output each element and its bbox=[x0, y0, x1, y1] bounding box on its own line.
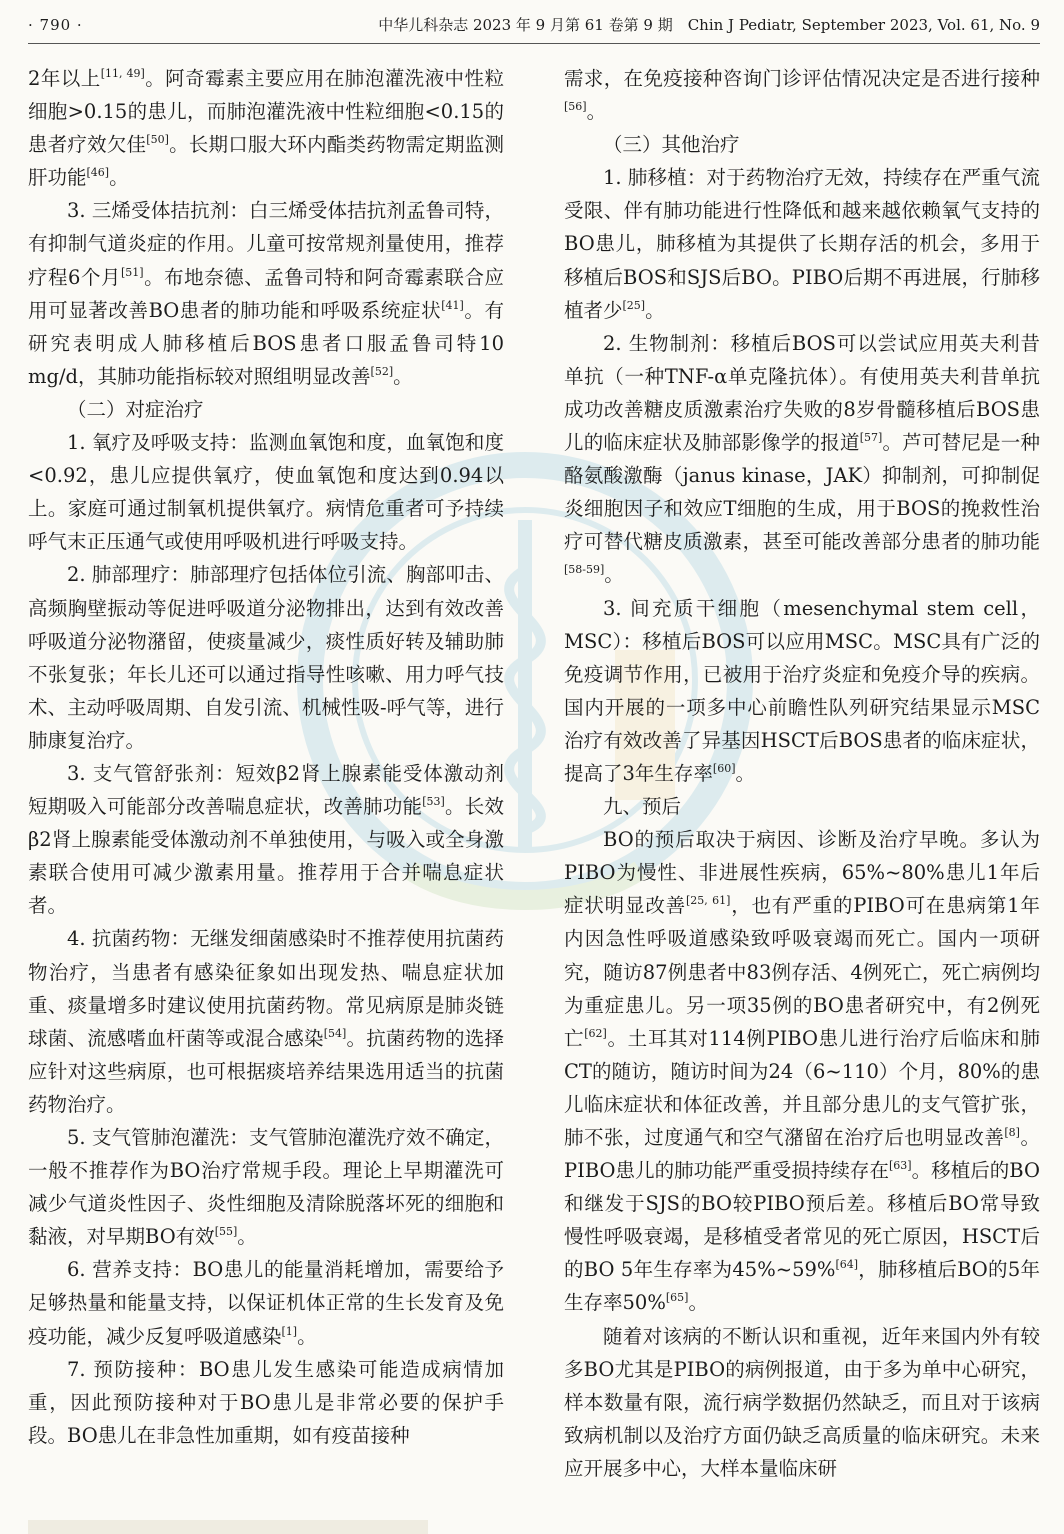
paragraph: 5. 支气管肺泡灌洗：支气管肺泡灌洗疗效不确定，一般不推荐作为BO治疗常规手段。理论上早期灌洗可减少气道炎性因子、炎性细胞及清除脱落坏死的细胞和黏液，对早期BO有效[55]。 bbox=[28, 1126, 504, 1249]
footer-strip bbox=[28, 1520, 428, 1534]
paragraph: 3. 支气管舒张剂：短效β2肾上腺素能受体激动剂短期吸入可能部分改善喘息症状，改善肺功能[53]。长效β2肾上腺素能受体激动剂不单独使用，与吸入或全身激素联合使用可减少激素用量。推荐用于合并喘息症状者。 bbox=[28, 761, 504, 918]
paragraph: 3. 间充质干细胞（mesenchymal stem cell，MSC）：移植后BOS可以应用MSC。MSC具有广泛的免疫调节作用，已被用于治疗炎症和免疫介导的疾病。国内开展的一项多中心前瞻性队列研究结果显示MSC治疗有效改善了异基因HSCT后BOS患者的临床症状，提高了3年生存率[60]。 bbox=[564, 596, 1040, 785]
paragraph: 1. 肺移植：对于药物治疗无效，持续存在严重气流受限、伴有肺功能进行性降低和越来越依赖氧气支持的BO患儿，肺移植为其提供了长期存活的机会，多用于移植后BOS和SJS后BO。PIBO后期不再进展，行肺移植者少[25]。 bbox=[564, 166, 1040, 322]
paragraph: 6. 营养支持：BO患儿的能量消耗增加，需要给予足够热量和能量支持，以保证机体正常的生长发育及免疫功能，减少反复呼吸道感染[1]。 bbox=[28, 1258, 504, 1348]
paragraph: BO的预后取决于病因、诊断及治疗早晚。多认为PIBO为慢性、非进展性疾病，65%~80%患儿1年后症状明显改善[25, 61]，也有严重的PIBO可在患病第1年内因急性呼吸道感染致呼吸衰竭而死亡。国内一项研究，随访87例患者中83例存活、4例死亡，死亡病例均为重症患儿。另一项35例的BO患者研究中，有2例死亡[62]。土耳其对114例PIBO患儿进行治疗后临床和肺CT的随访，随访时间为24（6~110）个月，80%的患儿临床症状和体征改善，并且部分患儿的支气管扩张，肺不张，过度通气和空气潴留在治疗后也明显改善[8]。PIBO患儿的肺功能严重受损持续存在[63]。移植后的BO和继发于SJS的BO较PIBO预后差。移植后BO常导致慢性呼吸衰竭，是移植受者常见的死亡原因，HSCT后的BO 5年生存率为45%~59%[64]，肺移植后BO的5年生存率50%[65]。 bbox=[564, 828, 1040, 1315]
section-heading: （二）对症治疗 bbox=[67, 397, 204, 421]
journal-citation: 中华儿科杂志 2023 年 9 月第 61 卷第 9 期 Chin J Pediatr, September 2023, Vol. 61, No. 9 bbox=[378, 16, 1040, 34]
paragraph: 1. 氧疗及呼吸支持：监测血氧饱和度，血氧饱和度<0.92，患儿应提供氧疗，使血氧饱和度达到0.94以上。家庭可通过制氧机提供氧疗。病情危重者可予持续呼气末正压通气或使用呼吸机进行呼吸支持。 bbox=[28, 431, 504, 554]
page-number: · 790 · bbox=[28, 16, 83, 34]
paragraph: 3. 三烯受体拮抗剂：白三烯受体拮抗剂孟鲁司特，有抑制气道炎症的作用。儿童可按常规剂量使用，推荐疗程6个月[51]。布地奈德、孟鲁司特和阿奇霉素联合应用可显著改善BO患者的肺功能和呼吸系统症状[41]。有研究表明成人肺移植后BOS患者口服孟鲁司特10 mg/d，其肺功能指标较对照组明显改善[52]。 bbox=[28, 199, 504, 388]
right-column bbox=[564, 62, 1040, 1534]
paragraph: 2. 肺部理疗：肺部理疗包括体位引流、胸部叩击、高频胸壁振动等促进呼吸道分泌物排出，达到有效改善呼吸道分泌物潴留，使痰量减少，痰性质好转及辅助肺不张复张；年长儿还可以通过指导性咳嗽、用力呼气技术、主动呼吸周期、自发引流、机械性吸-呼气等，进行肺康复治疗。 bbox=[28, 563, 504, 752]
page-header bbox=[28, 10, 1040, 40]
header-rule bbox=[28, 43, 1040, 44]
section-heading: 九、预后 bbox=[603, 795, 682, 819]
paragraph: 随着对该病的不断认识和重视，近年来国内外有较多BO尤其是PIBO的病例报道，由于多为单中心研究，样本数量有限，流行病学数据仍然缺乏，而且对于该病致病机制以及治疗方面仍缺乏高质量的临床研究。未来应开展多中心，大样本量临床研 bbox=[564, 1324, 1040, 1480]
section-heading: （三）其他治疗 bbox=[603, 133, 740, 157]
paragraph: 2. 生物制剂：移植后BOS可以尝试应用英夫利昔单抗（一种TNF-α单克隆抗体）。有使用英夫利昔单抗成功改善糖皮质激素治疗失败的8岁骨髓移植后BOS患儿的临床症状及肺部影像学的报道[57]。芦可替尼是一种酪氨酸激酶（janus kinase，JAK）抑制剂，可抑制促炎细胞因子和效应T细胞的生成，用于BOS的挽救性治疗可替代糖皮质激素，甚至可能改善部分患者的肺功能[58-59]。 bbox=[564, 331, 1040, 587]
paragraph: 需求，在免疫接种咨询门诊评估情况决定是否进行接种[56]。 bbox=[564, 67, 1040, 124]
paragraph: 7. 预防接种：BO患儿发生感染可能造成病情加重，因此预防接种对于BO患儿是非常必要的保护手段。BO患儿在非急性加重期，如有疫苗接种 bbox=[28, 1357, 504, 1447]
paragraph: 2年以上[11, 49]。阿奇霉素主要应用在肺泡灌洗液中性粒细胞>0.15的患儿，而肺泡灌洗液中性粒细胞<0.15的患者疗效欠佳[50]。长期口服大环内酯类药物需定期监测肝功能[46]。 bbox=[28, 67, 504, 190]
left-column bbox=[28, 62, 504, 1534]
paragraph: 4. 抗菌药物：无继发细菌感染时不推荐使用抗菌药物治疗，当患者有感染征象如出现发热、喘息症状加重、痰量增多时建议使用抗菌药物。常见病原是肺炎链球菌、流感嗜血杆菌等或混合感染[54]。抗菌药物的选择应针对这些病原，也可根据痰培养结果选用适当的抗菌药物治疗。 bbox=[28, 927, 504, 1116]
